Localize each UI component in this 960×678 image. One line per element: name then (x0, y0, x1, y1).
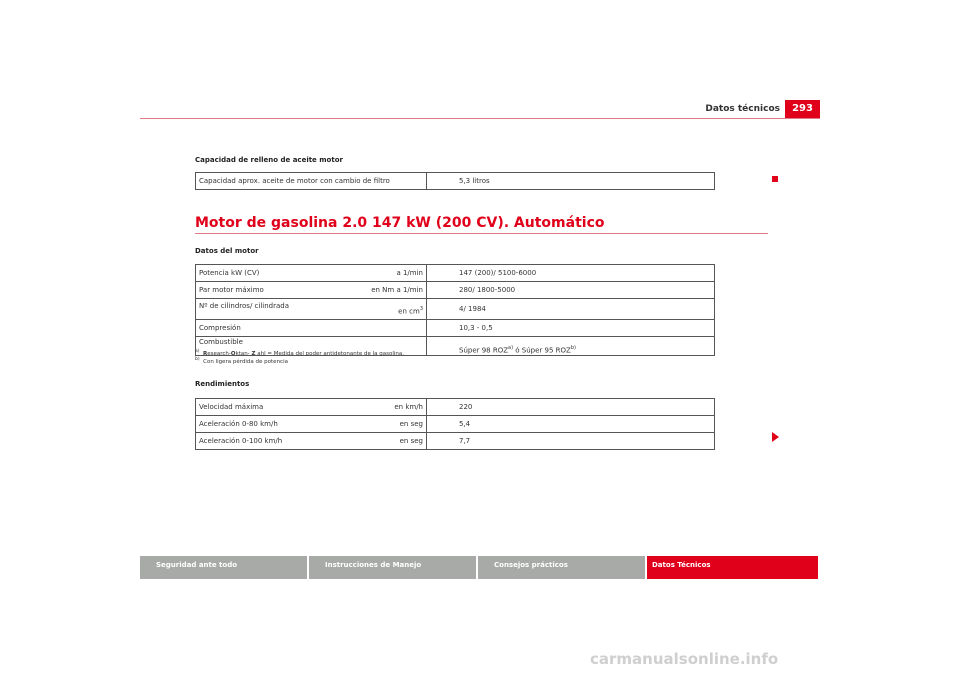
performance-value: 5,4 (427, 416, 715, 433)
oil-label: Capacidad aprox. aceite de motor con cambio de filtro (199, 177, 390, 185)
performance-label: Aceleración 0-100 km/h (199, 437, 283, 445)
page-number: 293 (785, 100, 820, 118)
engine-value: 10,3 - 0,5 (427, 320, 715, 337)
table-row (196, 173, 715, 190)
watermark: carmanualsonline.info (590, 650, 779, 668)
footer-tab-instrucciones[interactable]: Instrucciones de Manejo (309, 556, 476, 579)
table-row (196, 416, 715, 433)
section-divider (195, 233, 768, 234)
performance-heading: Rendimientos (195, 380, 250, 388)
engine-value: 280/ 1800-5000 (427, 282, 715, 299)
footer-tab-consejos[interactable]: Consejos prácticos (478, 556, 645, 579)
performance-label: Aceleración 0-80 km/h (199, 420, 278, 428)
unit-superscript: 3 (419, 306, 423, 313)
performance-value: 7,7 (427, 433, 715, 450)
performance-value: 220 (427, 399, 715, 416)
engine-label: Nº de cilindros/ cilindrada (199, 302, 289, 311)
performance-unit: en km/h (394, 403, 423, 411)
engine-table (195, 264, 715, 356)
engine-unit: en Nm a 1/min (371, 286, 423, 294)
footer-tab-datos[interactable]: Datos Técnicos (647, 556, 818, 579)
table-row (196, 265, 715, 282)
oil-value: 5,3 litros (427, 173, 715, 190)
footnote-a: $^{a)}$ Research-Oktan- Z ahl = Medida del poder antidetonante de la gasolina. (195, 349, 405, 357)
table-row (196, 282, 715, 299)
engine-label: Par motor máximo (199, 286, 264, 294)
performance-label: Velocidad máxima (199, 403, 264, 411)
engine-label: Compresión (199, 324, 241, 332)
footnote-b: $^{b)}$ Con ligera pérdida de potencia (195, 357, 288, 365)
performance-table (195, 398, 715, 450)
performance-unit: en seg (399, 420, 423, 428)
table-row (196, 433, 715, 450)
engine-unit: en cm (398, 307, 420, 316)
performance-unit: en seg (399, 437, 423, 445)
table-row (196, 399, 715, 416)
oil-label-cell (196, 173, 427, 190)
engine-value: Súper 98 ROZ$^{a)}$ ó Súper 95 ROZ$^{b)}$ (427, 337, 715, 356)
continue-arrow-icon (772, 432, 779, 442)
footer-nav (140, 556, 820, 579)
engine-value: 147 (200)/ 5100-6000 (427, 265, 715, 282)
oil-table (195, 172, 715, 190)
engine-label: Combustible (199, 338, 243, 346)
header-title: Datos técnicos (705, 104, 780, 114)
engine-value: 4/ 1984 (427, 299, 715, 320)
oil-heading: Capacidad de relleno de aceite motor (195, 156, 343, 164)
table-row (196, 320, 715, 337)
table-row (196, 299, 715, 320)
engine-heading: Datos del motor (195, 247, 259, 255)
engine-label: Potencia kW (CV) (199, 269, 260, 277)
section-title: Motor de gasolina 2.0 147 kW (200 CV). Automático (195, 215, 605, 231)
engine-unit: a 1/min (396, 269, 423, 277)
section-end-mark (772, 176, 778, 182)
footer-tab-seguridad[interactable]: Seguridad ante todo (140, 556, 307, 579)
header-divider (140, 118, 820, 119)
